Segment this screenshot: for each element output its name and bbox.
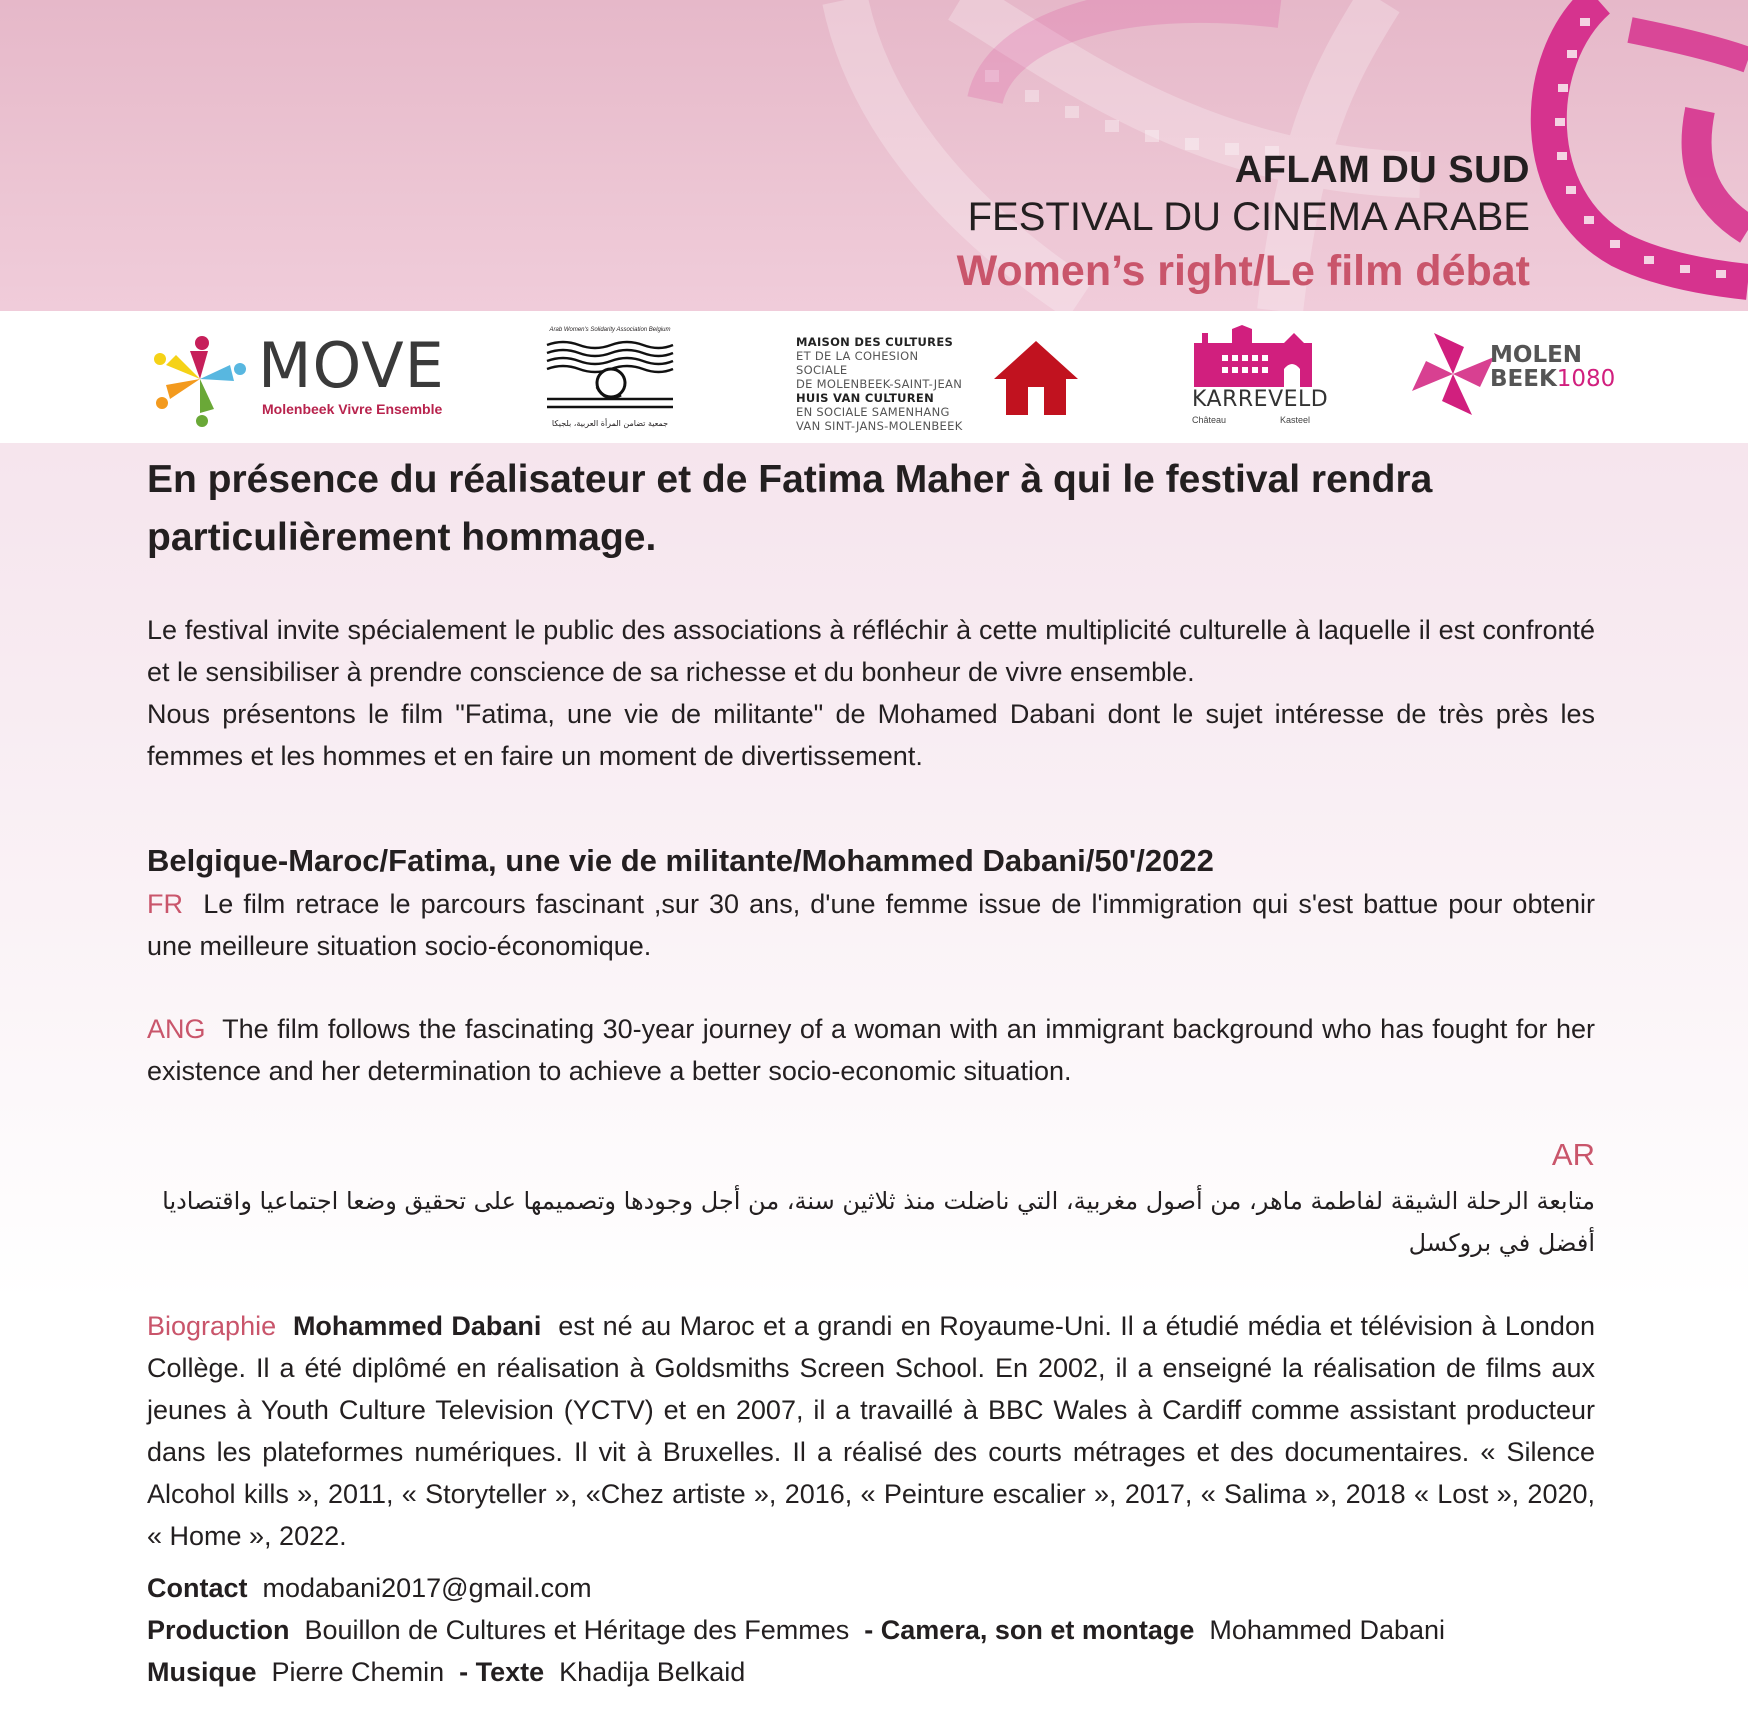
musique-value: Pierre Chemin	[271, 1657, 445, 1687]
maison-text-block: MAISON DES CULTURES ET DE LA COHESION SOCIALE DE MOLENBEEK-SAINT-JEAN HUIS VAN CULTUREN EN SOCIALE SAMENHANG VAN SINT-JANS-MOLENBEEK	[796, 335, 963, 433]
karreveld-wordmark: KARREVELD	[1192, 387, 1329, 412]
director-name: Mohammed Dabani	[292, 1311, 542, 1341]
headline: En présence du réalisateur et de Fatima Maher à qui le festival rendra particulièrement hommage.	[147, 458, 1433, 559]
move-logo	[150, 329, 450, 429]
contact-label: Contact	[147, 1573, 248, 1603]
intro-paragraph-1: Le festival invite spécialement le public des associations à réfléchir à cette multiplicité culturelle à laquelle il est confronté et le sensibiliser à prendre conscience de sa richesse et du bonheur de vivre ensemble.	[147, 615, 1595, 687]
festival-subtitle: FESTIVAL DU CINEMA ARABE	[967, 195, 1530, 239]
lang-label-ang: ANG	[147, 1014, 206, 1044]
awsa-emblem-icon	[545, 337, 675, 417]
credits-production	[147, 1609, 1595, 1651]
maison-des-cultures-logo	[796, 335, 1086, 433]
intro-paragraph-2: Nous présentons le film "Fatima, une vie de militante" de Mohamed Dabani dont le sujet intéresse de très près les femmes et les hommes et en faire un moment de divertissement.	[147, 699, 1595, 771]
molenbeek-wordmark: MOLEN BEEK1080	[1490, 342, 1616, 392]
production-label: Production	[147, 1615, 290, 1645]
header-band	[0, 0, 1748, 311]
awsa-caption: Arab Women's Solidarity Association Belgium	[549, 327, 671, 333]
musique-label: Musique	[147, 1657, 257, 1687]
film-title: Belgique-Maroc/Fatima, une vie de militante/Mohammed Dabani/50'/2022	[147, 843, 1214, 878]
synopsis-fr-text: Le film retrace le parcours fascinant ,sur 30 ans, d'une femme issue de l'immigration qui s'est battue pour obtenir une meilleure situation socio-économique.	[147, 889, 1595, 961]
pinwheel-icon	[1410, 331, 1496, 417]
house-icon	[992, 339, 1080, 417]
move-wordmark: MOVE	[258, 329, 445, 402]
production-value: Bouillon de Cultures et Héritage des Femmes	[304, 1615, 850, 1645]
camera-label: - Camera, son et montage	[864, 1615, 1195, 1645]
film-synopsis-fr	[147, 883, 1595, 967]
awsa-arabic-caption: جمعية تضامن المرأة العربية، بلجيكا	[551, 419, 669, 428]
festival-title-block	[957, 148, 1530, 300]
bio-text: est né au Maroc et a grandi en Royaume-Uni. Il a étudié média et télévision à London Collège. Il a été diplômé en réalisation à Goldsmiths Screen School. En 2002, il a enseigné la réalisation de films aux jeunes à Youth Culture Television (YCTV) et en 2007, il a travaillé à BBC Wales à Cardiff comme assistant producteur dans les plateformes numériques. Il vit à Bruxelles. Il a réalisé des courts métrages et des documentaires. « Silence Alcohol kills », 2011, « Storyteller », «Chez artiste », 2016, « Peinture escalier », 2017, « Salima », 2018 « Lost », 2020, « Home », 2022.	[147, 1311, 1595, 1551]
move-star-icon	[150, 329, 250, 429]
biography	[147, 1305, 1595, 1557]
karreveld-kasteel: Kasteel	[1280, 415, 1311, 425]
partner-logos-strip	[0, 311, 1748, 443]
synopsis-ar-text: متابعة الرحلة الشيقة لفاطمة ماهر، من أصول مغربية، التي ناضلت منذ ثلاثين سنة، من أجل وجودها وتصميمها على تحقيق وضعا اجتماعيا واقتصاديا أفضل في بروكسل	[162, 1187, 1595, 1257]
festival-name: AFLAM DU SUD	[1234, 149, 1530, 191]
credits-contact	[147, 1567, 1595, 1609]
molenbeek-1080-logo	[1410, 331, 1616, 421]
lang-label-fr: FR	[147, 889, 183, 919]
karreveld-logo	[1190, 325, 1329, 435]
contact-email: modabani2017@gmail.com	[262, 1573, 592, 1603]
synopsis-en-text: The film follows the fascinating 30-year journey of a woman with an immigrant background who has fought for her existence and her determination to achieve a better socio-economic situation.	[147, 1014, 1596, 1086]
film-synopsis-en	[147, 1008, 1595, 1092]
texte-label: - Texte	[459, 1657, 545, 1687]
karreveld-chateau: Château	[1192, 415, 1227, 425]
lang-label-ar: AR	[1551, 1137, 1595, 1172]
event-theme: Women’s right/Le film débat	[956, 247, 1530, 295]
credits-music	[147, 1651, 1595, 1693]
camera-value: Mohammed Dabani	[1209, 1615, 1446, 1645]
bio-label: Biographie	[147, 1311, 277, 1341]
castle-icon	[1192, 325, 1314, 389]
move-tagline: Molenbeek Vivre Ensemble	[262, 401, 443, 417]
arab-women-solidarity-logo	[545, 327, 675, 437]
texte-value: Khadija Belkaid	[559, 1657, 746, 1687]
